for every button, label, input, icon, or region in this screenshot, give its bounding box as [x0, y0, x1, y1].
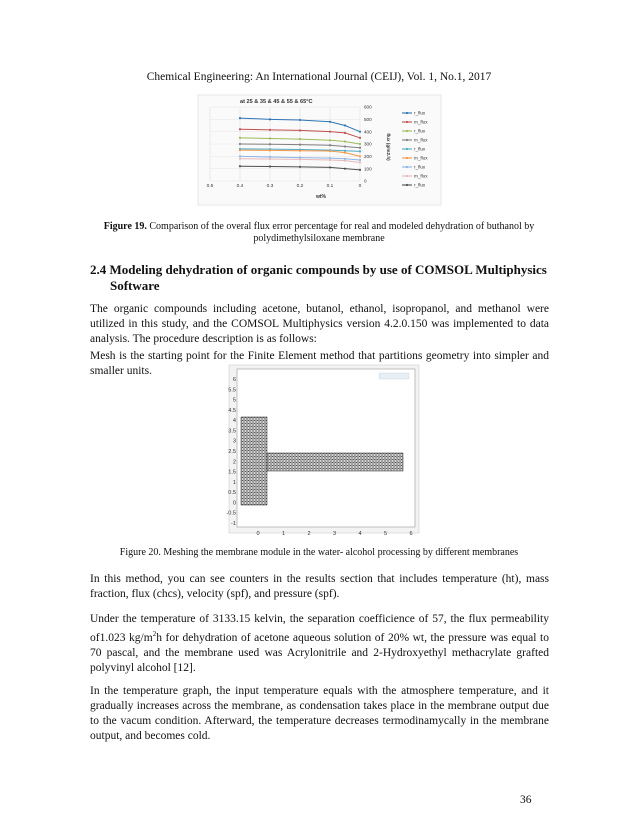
section-heading-line2: Software [110, 278, 160, 293]
y-axis-label: flux (g/m2.h) [386, 133, 391, 161]
legend-label: r_flux [414, 164, 426, 170]
data-point [299, 119, 301, 121]
section-heading-line1: 2.4 Modeling dehydration of organic compounds by use of COMSOL Multiphysics [90, 262, 547, 277]
data-point [359, 155, 361, 157]
data-point [299, 144, 301, 146]
running-header: Chemical Engineering: An International Journal (CEIJ), Vol. 1, No.1, 2017 [146, 71, 492, 83]
data-point [239, 117, 241, 119]
data-point [329, 150, 331, 152]
legend-label: m_flux [414, 119, 428, 125]
y-tick-label: 600 [364, 104, 372, 110]
data-point [239, 149, 241, 151]
x-tick-label: 0.3 [266, 184, 274, 189]
data-point [299, 166, 301, 168]
data-point [344, 152, 346, 154]
figure-19-chart [198, 95, 441, 205]
data-point [239, 143, 241, 145]
data-point [359, 150, 361, 152]
x-tick-label: 5 [383, 531, 388, 537]
y-tick-label: 6 [232, 377, 236, 383]
figure-20-mesh [226, 365, 419, 533]
data-point [269, 143, 271, 145]
legend-label: m_flux [414, 173, 428, 179]
data-point [359, 159, 361, 161]
data-point [269, 156, 271, 158]
data-point [359, 137, 361, 139]
legend-marker [406, 175, 408, 177]
data-point [359, 169, 361, 171]
data-point [329, 144, 331, 146]
figure-19-caption-text: Comparison of the overal flux error percentage for real and modeled dehydration of buthanol by polydimethylsiloxane membrane [146, 221, 535, 244]
x-tick-label: 0 [358, 184, 362, 189]
x-tick-label: 0.5 [206, 184, 214, 189]
y-tick-label: 200 [364, 153, 372, 159]
y-tick-label: 5 [232, 397, 236, 404]
page-number: 36 [520, 794, 532, 806]
figure-20-x-ticks [228, 527, 418, 539]
data-point [299, 158, 301, 160]
data-point [329, 139, 331, 141]
membrane-vertical-block [241, 417, 267, 505]
paragraph-3: In this method, you can see counters in the results section that includes temperature (ht), mass fraction, flux (chcs), velocity (spf), and pressure (spf). [90, 573, 549, 600]
membrane-horizontal-channel [267, 453, 403, 471]
legend-label: m_flux [414, 155, 428, 161]
paragraph-4-superscript: 2 [152, 630, 157, 638]
x-tick-label: 3 [332, 531, 337, 537]
data-point [299, 150, 301, 152]
paragraph-2: Mesh is the starting point for the Finite Element method that partitions geometry into simpler and smaller units. [90, 350, 549, 377]
legend-marker [406, 139, 408, 141]
figure-20-caption: Figure 20. Meshing the membrane module in the water- alcohol processing by different membranes [119, 547, 519, 558]
data-point [344, 132, 346, 134]
y-tick-label: 3.5 [228, 428, 236, 435]
y-tick-label: 4.5 [228, 407, 236, 414]
data-point [299, 129, 301, 131]
data-point [344, 145, 346, 147]
x-tick-label: 0.2 [296, 184, 304, 189]
data-point [359, 143, 361, 145]
data-point [359, 131, 361, 133]
y-tick-label: 5.5 [228, 387, 236, 394]
x-tick-label: 1 [281, 531, 286, 537]
paragraph-4 [90, 612, 549, 676]
y-tick-label: 100 [364, 166, 372, 172]
legend-label: m_flux [414, 137, 428, 143]
y-tick-label: 4 [232, 418, 236, 425]
x-tick-label: 4 [358, 531, 362, 537]
legend-label: r_flux [414, 146, 426, 152]
legend-marker [406, 121, 408, 123]
legend-marker [406, 184, 408, 186]
y-tick-label: 0 [232, 500, 236, 507]
data-point [269, 165, 271, 167]
x-tick-label: 0.4 [236, 184, 244, 189]
legend-label: r_flux [414, 128, 426, 134]
legend-marker [406, 148, 408, 150]
figure-19-caption [90, 221, 548, 245]
data-point [269, 158, 271, 160]
toolbar-icons [379, 373, 409, 379]
legend-marker [406, 130, 408, 132]
data-point [239, 165, 241, 167]
paragraph-4-part-a: Under the temperature of 3133.15 kelvin, the separation coefficience of 57, the flux permeability of1.023 kg/m [90, 613, 549, 644]
data-point [299, 138, 301, 140]
data-point [239, 155, 241, 157]
legend-label: r_flux [414, 110, 426, 116]
y-tick-label: 2 [232, 459, 236, 466]
x-tick-label: 6 [409, 531, 413, 537]
chart-title: at 25 & 35 & 45 & 55 & 65°C [240, 99, 313, 105]
legend [402, 111, 428, 188]
y-tick-label: 2.5 [228, 449, 236, 455]
data-point [329, 166, 331, 168]
legend-marker [406, 112, 408, 114]
legend-label: r_flux [414, 182, 426, 188]
data-point [344, 140, 346, 142]
paragraph-4-part-b: h for dehydration of acetone aqueous solution of 20% wt, the pressure was equal to 70 pascal, and the membrane used was Acrylonitrile and 2-Hydroxyethyl methacrylate grafted polyvinyl alcohol [12]. [90, 631, 549, 674]
y-tick-label: 500 [364, 116, 372, 122]
figure-19-caption-label: Figure 19. [103, 221, 147, 232]
data-point [344, 160, 346, 162]
y-tick-label: 300 [364, 141, 372, 147]
data-point [239, 128, 241, 130]
y-tick-label: -0.5 [226, 510, 236, 517]
legend-marker [406, 157, 408, 159]
y-tick-label: 3 [232, 438, 236, 445]
paragraph-1: The organic compounds including acetone, butanol, ethanol, isopropanol, and methanol were utilized in this study, and the COMSOL Multiphysics version 4.2.0.150 was implemented to data analysis. The procedure description is as follows: [90, 303, 549, 345]
data-point [344, 124, 346, 126]
y-tick-label: 1 [232, 479, 236, 486]
y-tick-label: -1 [231, 521, 236, 527]
data-point [329, 159, 331, 161]
x-tick-label: 2 [307, 531, 311, 537]
x-axis-label: wt% [316, 194, 326, 200]
data-point [329, 121, 331, 123]
y-tick-label: 400 [364, 129, 372, 135]
paragraph-5: In the temperature graph, the input temperature equals with the atmosphere temperature, and it gradually increases across the membrane, as condensation takes place in the membrane output due to the vacum condition. Afterward, the temperature decreases termodinamycally in the membrane output, and becomes cold. [90, 685, 549, 742]
data-point [329, 131, 331, 133]
data-point [269, 118, 271, 120]
y-tick-label: 1.5 [228, 469, 236, 476]
y-tick-label: 0.5 [228, 490, 236, 497]
y-tick-label: 0 [364, 178, 367, 184]
section-heading [90, 262, 550, 294]
data-point [239, 137, 241, 139]
data-point [344, 168, 346, 170]
data-point [359, 147, 361, 149]
x-tick-label: 0.1 [326, 184, 334, 189]
data-point [239, 158, 241, 160]
data-point [359, 161, 361, 163]
data-point [269, 137, 271, 139]
data-point [269, 149, 271, 151]
x-tick-label: 0 [256, 531, 260, 537]
legend-marker [406, 166, 408, 168]
data-point [269, 129, 271, 131]
